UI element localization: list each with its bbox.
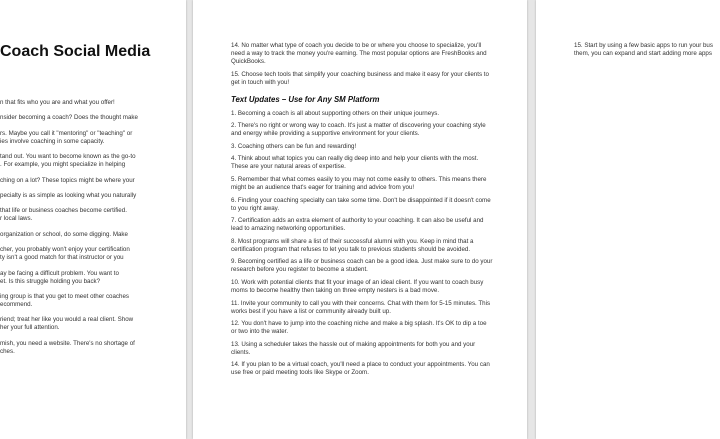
page3-line: them, you can expand and start adding more apps (574, 50, 712, 57)
page1-paragraph: ching on a lot? These topics might be where your (0, 176, 135, 184)
list-item: 13. Using a scheduler takes the hassle out of making appointments for both you and your clients. (231, 340, 476, 356)
page1-paragraph: ay be facing a difficult problem. You want to et. Is this struggle holding you back? (0, 269, 119, 285)
list-item: 5. Remember that what comes easily to you may not come easily to others. This means there might be an audience that's eager for training and advice from you! (231, 175, 487, 191)
page-title: Coach Social Media (0, 43, 151, 60)
page1-paragraph: riend; treat her like you would a real client. Show her your full attention. (0, 316, 134, 332)
list-item: 6. Finding your coaching specialty can take some time. Don't be disappointed if it doesn't come to you right away. (231, 196, 491, 212)
section-heading: Text Updates – Use for Any SM Platform (231, 94, 380, 104)
page1-paragraph: rs. Maybe you call it "mentoring" or "teaching" or ies involve coaching in some capacity. (0, 129, 133, 145)
list-item: 2. There's no right or wrong way to coach. It's just a matter of discovering your coaching style and energy while providing a supportive environment for your clients. (231, 122, 486, 138)
list-item: 10. Work with potential clients that fit your image of an ideal client. If you want to coach busy moms to become healthy then taking on three empty nesters is a bad move. (231, 278, 484, 294)
list-item: 3. Coaching others can be fun and rewarding! (231, 142, 357, 150)
page1-paragraph: cher, you probably won't enjoy your certification ty isn't a good match for that instructor or you (0, 246, 130, 262)
page1-paragraph: mish, you need a website. There's no shortage of ches. (0, 339, 135, 355)
page1-paragraph: tand out. You want to become known as the go-to . For example, you might specialize in helping (0, 153, 136, 169)
list-item: 1. Becoming a coach is all about supporting others on their unique journeys. (231, 109, 440, 117)
page1-paragraph: organization or school, do some digging. Make (0, 230, 128, 238)
list-item: 12. You don't have to jump into the coaching niche and make a big splash. It's OK to dip a toe or two into the water. (231, 320, 487, 336)
page1-paragraph: nsider becoming a coach? Does the thought make (0, 114, 138, 122)
page1-paragraph: n that fits who you are and what you offer! (0, 99, 115, 106)
list-item: 11. Invite your community to call you with their concerns. Chat with them for 5-15 minutes. This works best if you have a list or community already built up. (231, 299, 491, 315)
document-page-2 (193, 0, 527, 439)
list-item: 14. If you plan to be a virtual coach, you'll need a place to conduct your appointments. You can use free or paid meeting tools like Skype or Zoom. (231, 361, 490, 377)
page2-text (231, 42, 493, 382)
page3-text (574, 42, 720, 58)
list-item: 7. Certification adds an extra element of authority to your coaching. It can also be useful and lead to amazing networking opportunities. (231, 217, 484, 233)
page1-paragraph: ing group is that you get to meet other coaches ecommend. (0, 292, 129, 308)
page1-paragraph: that life or business coaches become certified. r local laws. (0, 207, 127, 223)
document-page-1 (0, 0, 186, 439)
page3-line: 15. Start by using a few basic apps to run your bus (574, 42, 713, 49)
list-item: 8. Most programs will share a list of their successful alumni with you. Keep in mind that a certification program that refuses to let you talk to previous students should be avoided. (231, 237, 474, 253)
intro-paragraph: 14. No matter what type of coach you decide to be or where you choose to specialize, you'll need a way to track the money you're earning. The most popular options are FreshBooks and QuickBooks. (231, 42, 487, 65)
list-item: 4. Think about what topics you can really dig deep into and help your clients with the most. These are your natural areas of expertise. (231, 155, 479, 171)
intro-paragraph: 15. Choose tech tools that simplify your coaching business and make it easy for your clients to get in touch with you! (231, 70, 489, 86)
list-item: 9. Becoming certified as a life or business coach can be a good idea. Just make sure to do your research before you register to become a student. (231, 258, 493, 274)
page1-text (0, 99, 180, 363)
document-page-3 (536, 0, 720, 439)
page1-paragraph: pecialty is as simple as looking what you naturally (0, 191, 137, 199)
